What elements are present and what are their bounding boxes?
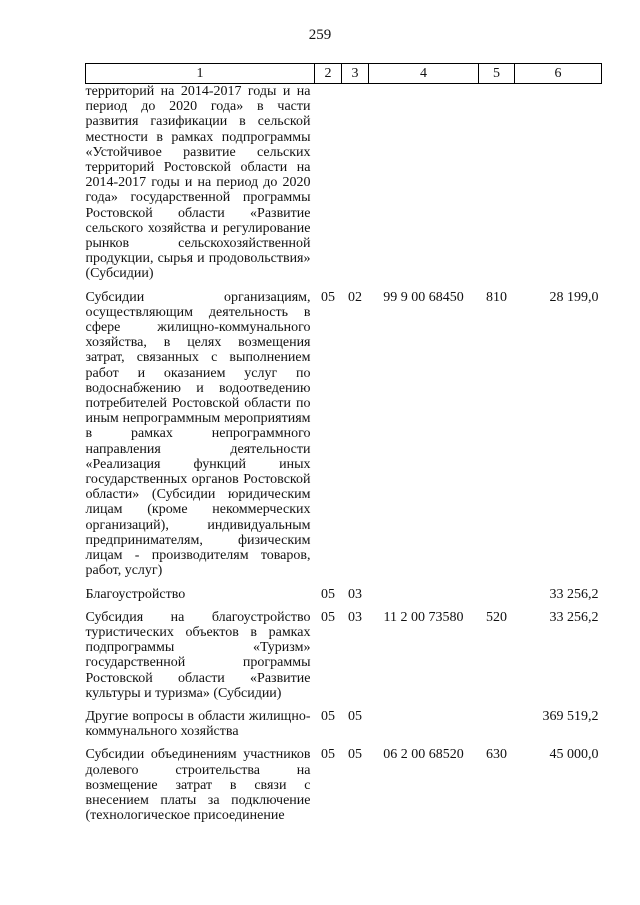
row-subsection (342, 84, 369, 282)
row-subsection: 03 (348, 609, 362, 625)
budget-table (85, 63, 602, 823)
row-description: Субсидия на благоустройство туристических объектов в рамках подпрограммы «Туризм» государственной программы Ростовской области «Развитие культуры и туризма» (Субсидии) (85, 609, 311, 701)
table-row (86, 602, 602, 701)
row-amount: 369 519,2 (542, 708, 599, 724)
row-subsection: 05 (348, 708, 362, 724)
row-section: 05 (321, 708, 335, 724)
row-description: Субсидии объединениям участников долевого строительства на возмещение затрат в связи с внесением платы за подключение (технологическое присоединение (85, 747, 311, 824)
table-row (86, 701, 602, 739)
row-target-article: 99 9 00 68450 (383, 289, 464, 305)
col-header: 6 (515, 64, 602, 84)
row-target-article (369, 84, 479, 282)
row-amount: 33 256,2 (549, 609, 599, 625)
col-header: 3 (342, 64, 369, 84)
row-target-article: 06 2 00 68520 (383, 747, 464, 763)
row-subsection: 02 (348, 289, 362, 305)
table-row (86, 739, 602, 823)
header-row (86, 64, 602, 84)
row-target-article (369, 579, 479, 602)
row-section: 05 (321, 586, 335, 602)
row-section: 05 (321, 747, 335, 763)
row-expense-type: 520 (486, 609, 507, 625)
row-description: Благоустройство (85, 586, 186, 602)
row-target-article: 11 2 00 73580 (383, 609, 464, 625)
table-row (86, 282, 602, 579)
row-amount: 33 256,2 (549, 586, 599, 602)
row-subsection: 05 (348, 747, 362, 763)
col-header: 5 (479, 64, 515, 84)
row-section: 05 (321, 609, 335, 625)
row-description: Другие вопросы в области жилищно-коммунального хозяйства (85, 708, 311, 740)
row-description: территорий на 2014-2017 годы и на период до 2020 года» в части развития газификации в сельской местности в рамках подпрограммы «Устойчивое развитие сельских территорий Ростовской области на 2014-2017 годы и на период до 2020 года» государственной программы Ростовской области «Развитие сельского хозяйства и регулирование рынков сельскохозяйственной продукции, сырья и продовольствия» (Субсидии) (85, 84, 311, 282)
table-row (86, 84, 602, 282)
row-amount: 28 199,0 (549, 289, 599, 305)
row-target-article (369, 701, 479, 739)
row-expense-type: 810 (486, 289, 507, 305)
row-expense-type (479, 84, 515, 282)
row-expense-type (479, 701, 515, 739)
col-header: 4 (369, 64, 479, 84)
page-number: 259 (308, 27, 332, 43)
row-expense-type: 630 (486, 747, 507, 763)
col-header: 2 (315, 64, 342, 84)
col-header: 1 (86, 64, 315, 84)
row-amount (515, 84, 602, 282)
row-amount: 45 000,0 (549, 747, 599, 763)
row-subsection: 03 (348, 586, 362, 602)
row-expense-type (479, 579, 515, 602)
row-section: 05 (321, 289, 335, 305)
row-description: Субсидии организациям, осуществляющим деятельность в сфере жилищно-коммунального хозяйства, в целях возмещения затрат, связанных с выполнением работ и оказанием услуг по водоснабжению и водоотведению потребителей Ростовской области по иным непрограммным мероприятиям в рамках непрограммного направления деятельности «Реализация функций иных государственных органов Ростовской области» (Субсидии юридическим лицам (кроме некоммерческих организаций), индивидуальным предпринимателям, физическим лицам - производителям товаров, работ, услуг) (85, 289, 311, 579)
table-row (86, 579, 602, 602)
row-section (315, 84, 342, 282)
